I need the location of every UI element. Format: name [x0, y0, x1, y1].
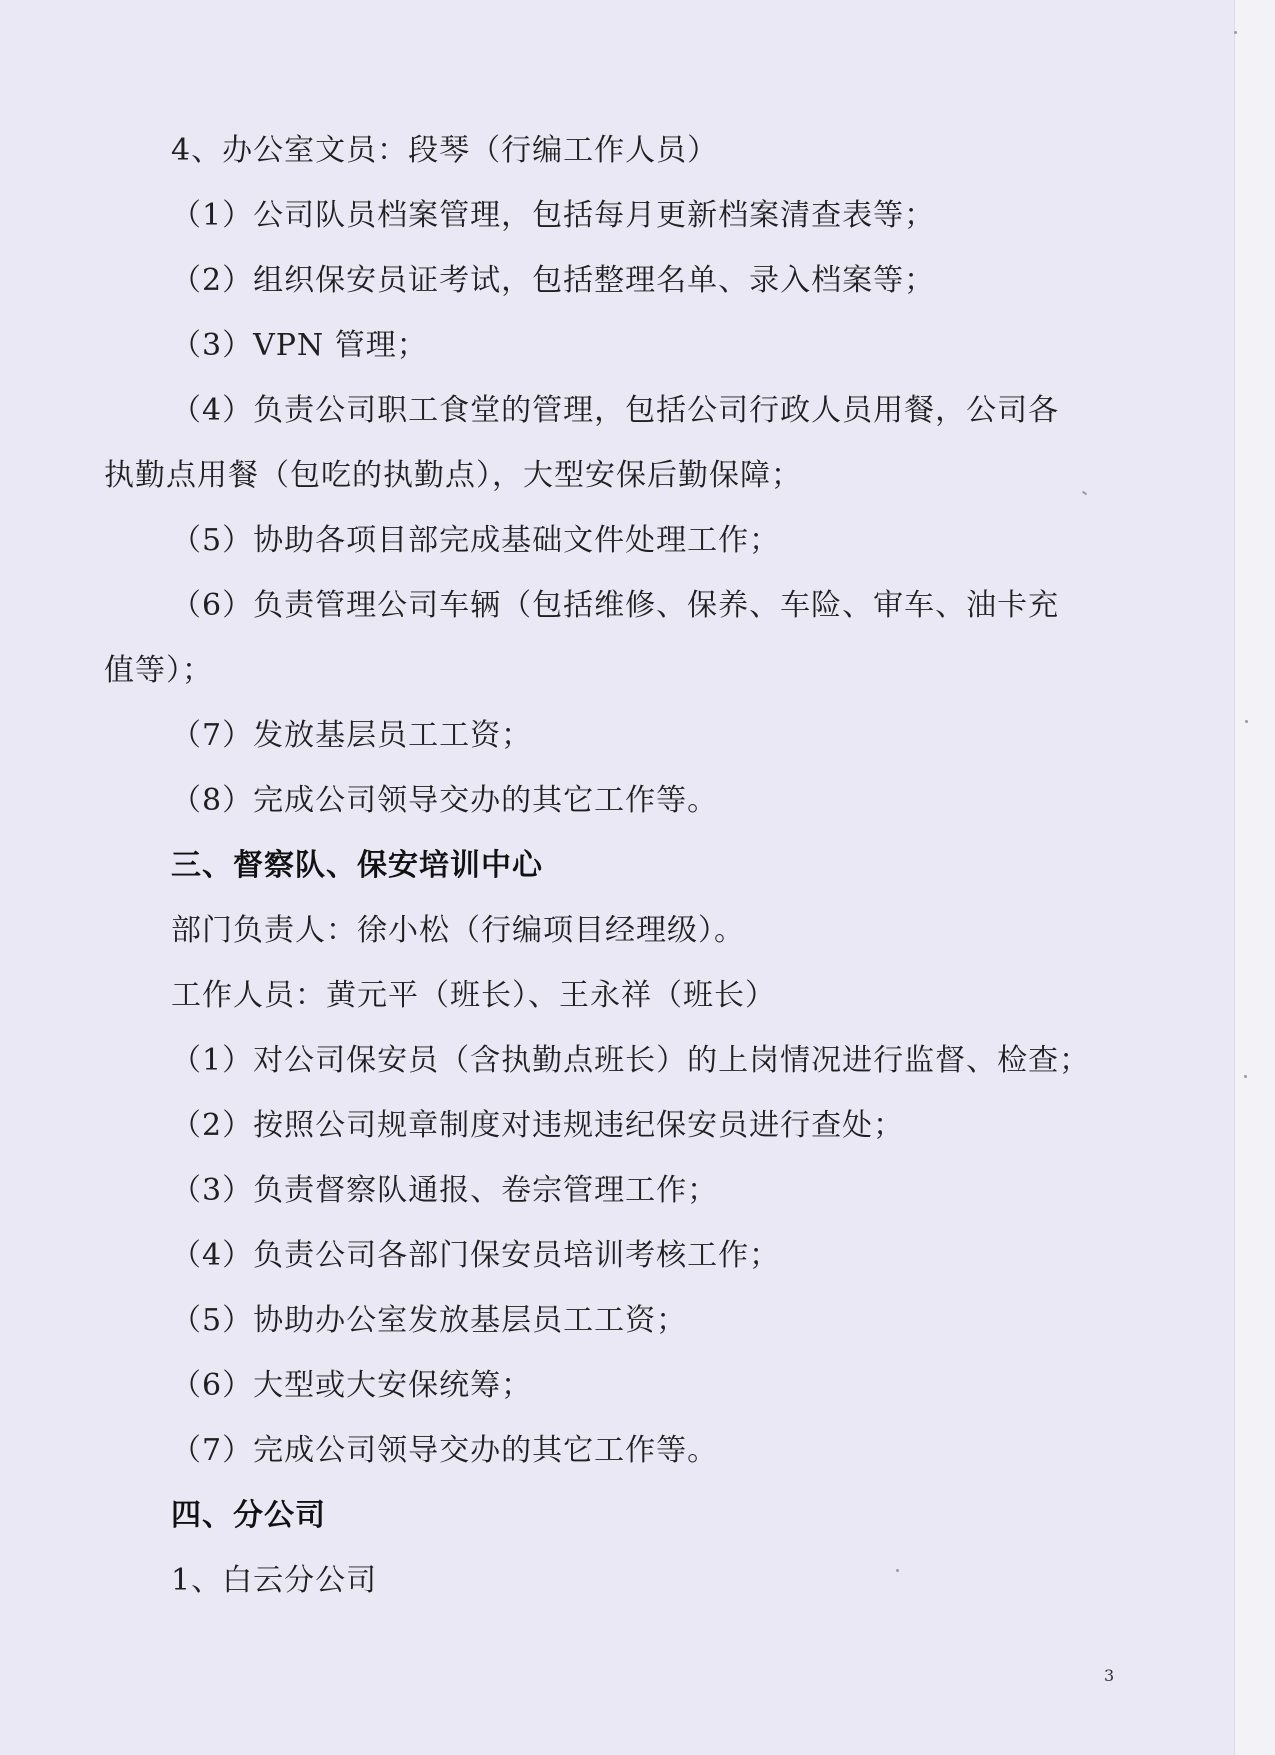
list-item: （4）负责公司职工食堂的管理，包括公司行政人员用餐，公司各 [171, 393, 1060, 428]
list-item: （8）完成公司领导交办的其它工作等。 [171, 783, 719, 818]
subsection-title: 1、白云分公司 [171, 1563, 378, 1598]
section-heading: 四、分公司 [171, 1498, 326, 1533]
scan-speck [1245, 720, 1248, 723]
document-body [104, 118, 1114, 1613]
list-item: （2）组织保安员证考试，包括整理名单、录入档案等； [171, 263, 936, 298]
list-item: （1）公司队员档案管理，包括每月更新档案清查表等； [171, 198, 936, 233]
scan-speck [1234, 31, 1237, 34]
scan-speck [1244, 1075, 1247, 1078]
list-item: （7）完成公司领导交办的其它工作等。 [171, 1433, 719, 1468]
list-item: （4）负责公司各部门保安员培训考核工作； [171, 1238, 781, 1273]
list-item: （5）协助各项目部完成基础文件处理工作； [171, 523, 781, 558]
page-number: 3 [1104, 1666, 1115, 1685]
subsection-title: 4、办公室文员：段琴（行编工作人员） [171, 133, 719, 168]
list-item: （1）对公司保安员（含执勤点班长）的上岗情况进行监督、检查； [171, 1043, 1091, 1078]
list-item-continuation: 执勤点用餐（包吃的执勤点），大型安保后勤保障； [104, 458, 802, 493]
list-item: （7）发放基层员工工资； [171, 718, 533, 753]
list-item: （2）按照公司规章制度对违规违纪保安员进行查处； [171, 1108, 905, 1143]
list-item: （3）VPN 管理； [171, 328, 428, 363]
department-head: 部门负责人：徐小松（行编项目经理级）。 [171, 913, 745, 948]
list-item: （5）协助办公室发放基层员工工资； [171, 1303, 688, 1338]
section-heading: 三、督察队、保安培训中心 [171, 848, 543, 883]
staff-members: 工作人员：黄元平（班长）、王永祥（班长） [171, 978, 776, 1013]
list-item: （6）负责管理公司车辆（包括维修、保养、车险、审车、油卡充 [171, 588, 1060, 623]
list-item: （3）负责督察队通报、卷宗管理工作； [171, 1173, 719, 1208]
list-item-continuation: 值等）； [104, 653, 213, 688]
list-item: （6）大型或大安保统筹； [171, 1368, 533, 1403]
scan-edge [1234, 0, 1275, 1755]
